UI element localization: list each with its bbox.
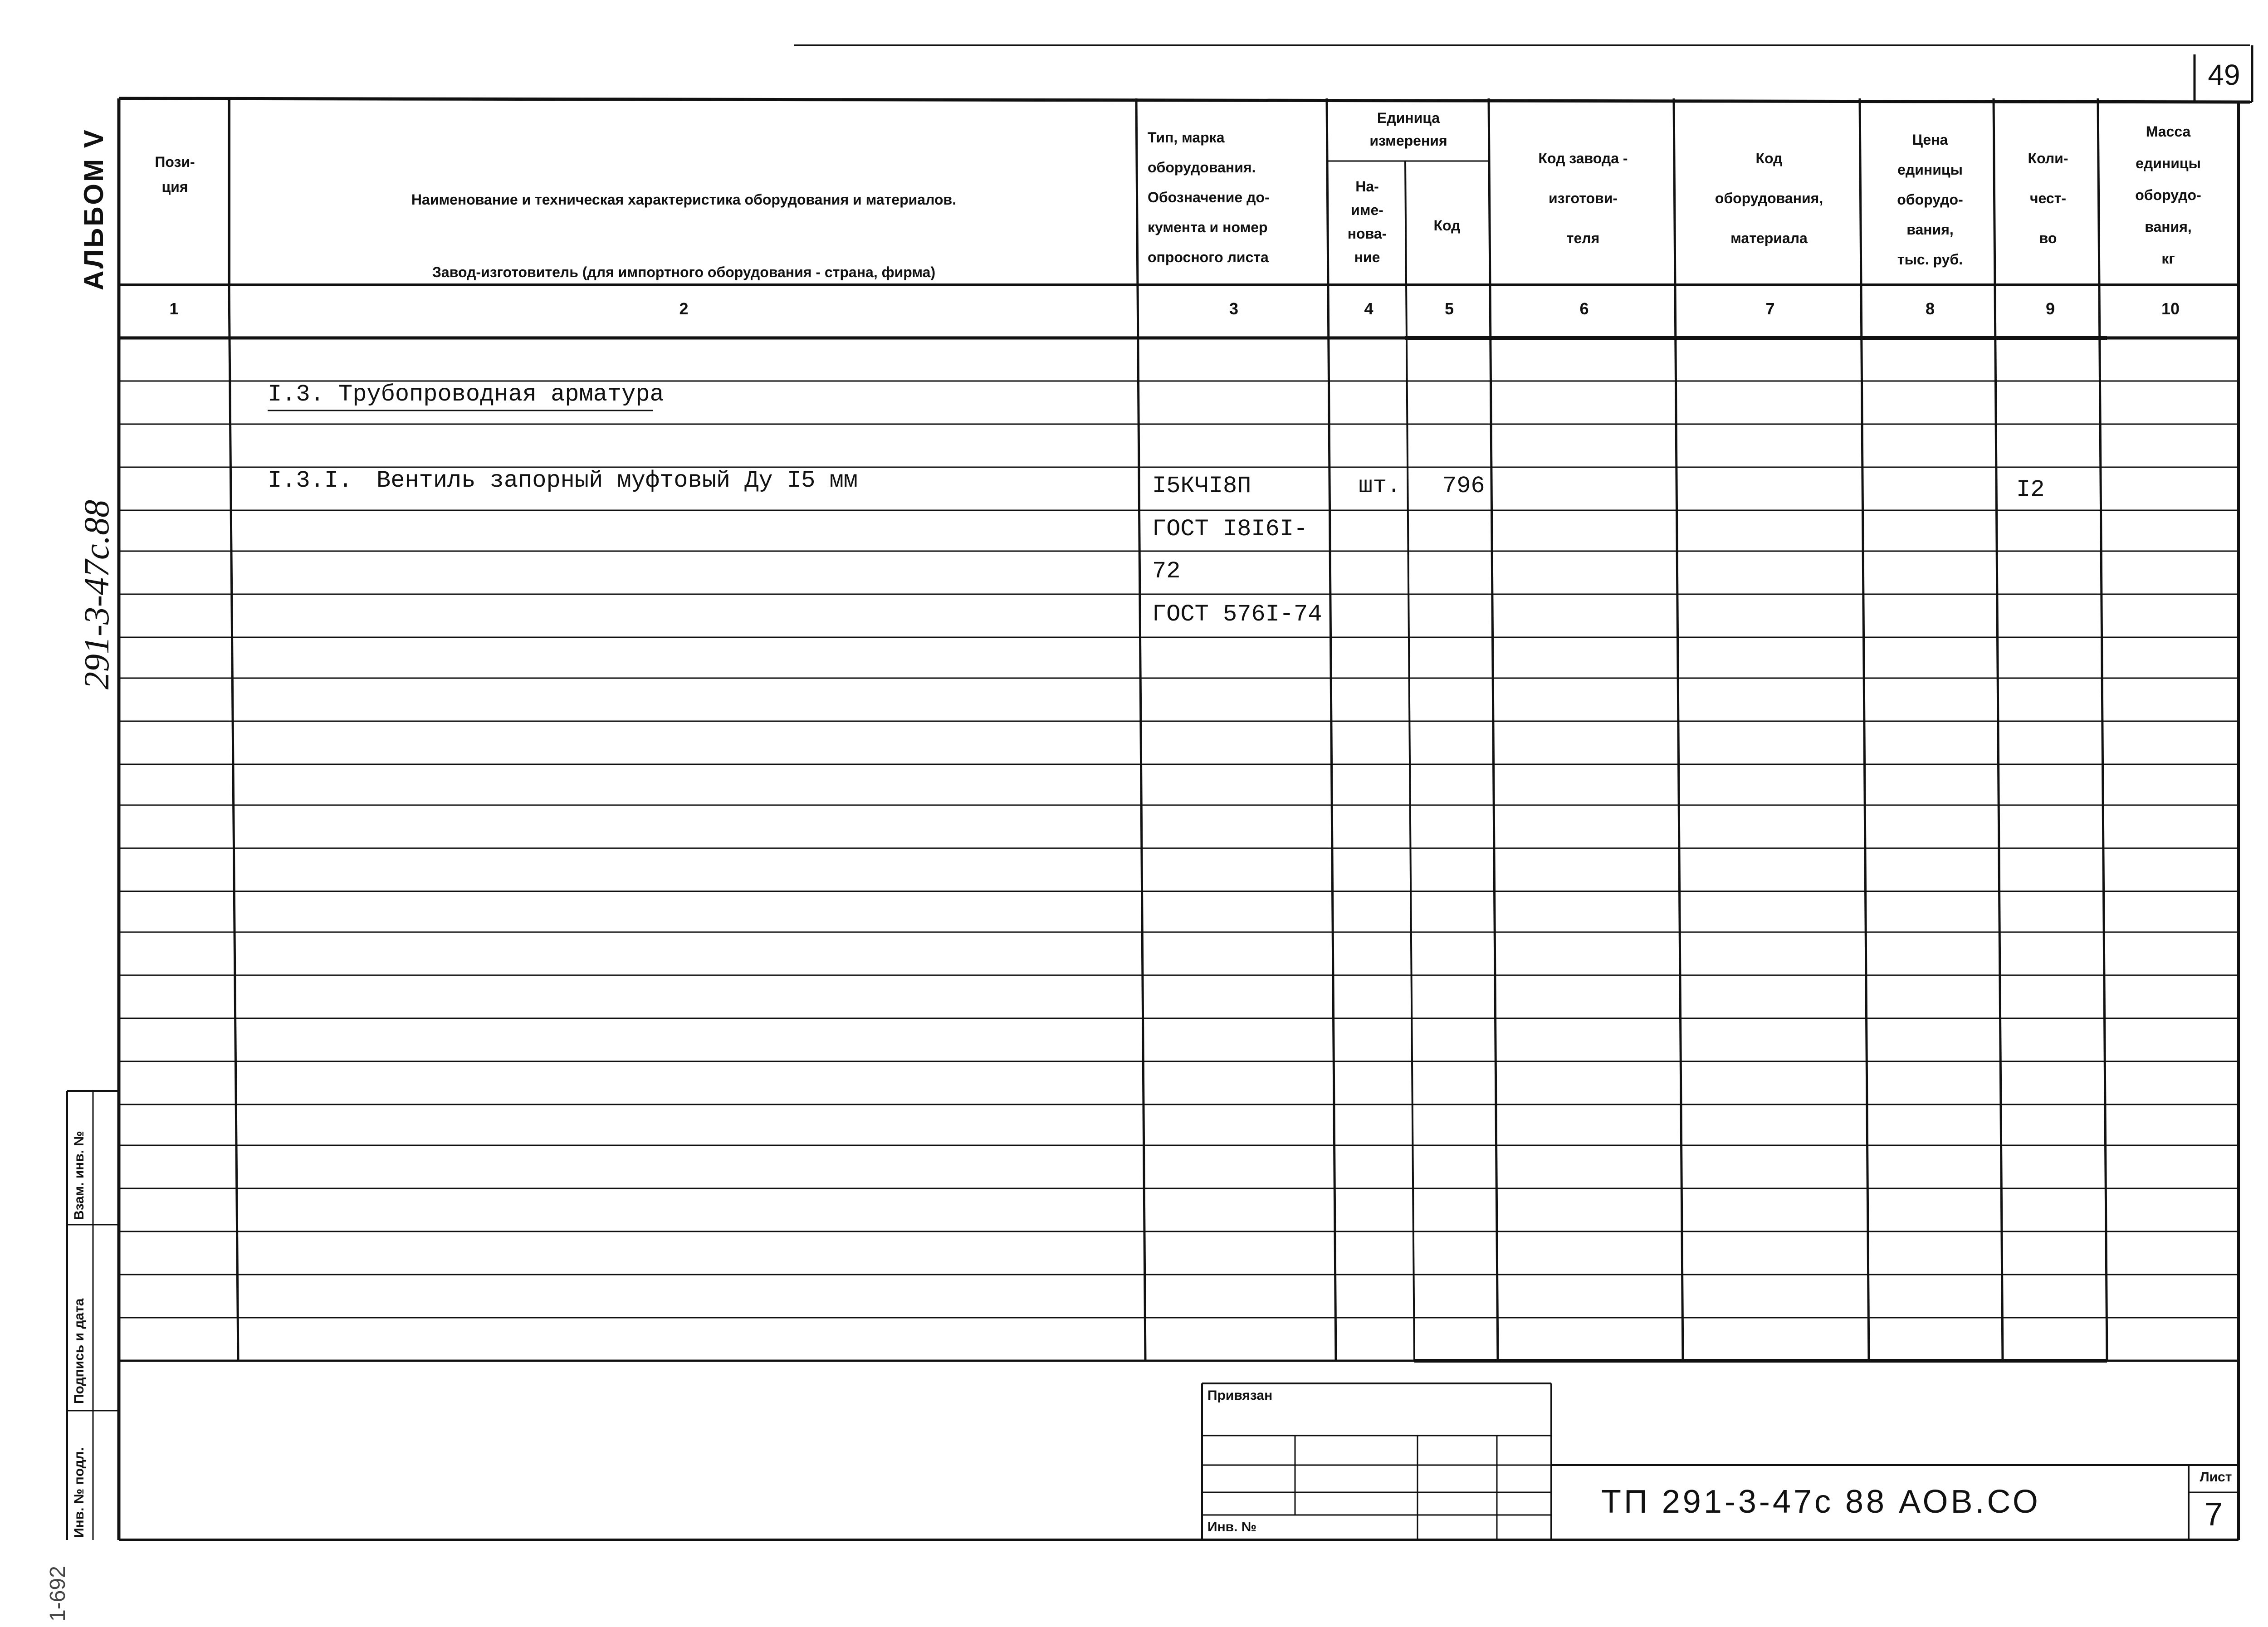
header-unit-name: На- име- нова- ние: [1347, 178, 1387, 265]
column-number: 9: [2045, 299, 2055, 318]
column-number: 8: [1925, 299, 1935, 318]
item-name: Вентиль запорный муфтовый Ду I5 мм: [376, 467, 858, 494]
column-number: 1: [169, 299, 179, 318]
bottom-left-code: 1-692: [46, 1566, 70, 1622]
margin-label-replacement: Взам. инв. №: [72, 1131, 87, 1220]
item-position: I.3.I.: [268, 467, 353, 494]
header-unit-group: Единица измерения: [1369, 110, 1447, 149]
margin-label-inventory: Инв. № подл.: [72, 1447, 87, 1538]
stamp-sheet-label: Лист: [2200, 1470, 2232, 1485]
item-type-line: ГОСТ 576I-74: [1152, 601, 1322, 628]
header-equipment-code: Код оборудования, материала: [1715, 150, 1823, 246]
item-type-line: I5КЧI8П: [1152, 473, 1251, 499]
column-number: 10: [2161, 299, 2180, 318]
section-title: I.3. Трубопроводная арматура: [268, 381, 664, 408]
stamp-doc-code: ТП 291-3-47с 88 АОВ.СО: [1601, 1484, 2041, 1520]
item-type-line: 72: [1152, 558, 1181, 585]
column-number: 2: [679, 299, 689, 318]
header-quantity: Коли- чест- во: [2028, 150, 2068, 246]
stamp-bound-label: Привязан: [1207, 1388, 1273, 1403]
header-plant-code: Код завода - изготови- теля: [1538, 150, 1628, 246]
column-number: 5: [1444, 299, 1454, 318]
item-unit-code: 796: [1442, 473, 1485, 499]
header-name-line2: Завод-изготовитель (для импортного оборудования - страна, фирма): [432, 264, 936, 280]
header-type: Тип, марка оборудования. Обозначение до- кумента и номер опросного листа: [1148, 129, 1270, 265]
album-label: АЛЬБОМ V: [78, 128, 109, 290]
stamp-inv-label: Инв. №: [1207, 1520, 1257, 1534]
column-number: 4: [1364, 299, 1374, 318]
side-doc-code: 291-3-47с.88: [77, 499, 116, 689]
header-name-line1: Наименование и техническая характеристика оборудования и материалов.: [411, 191, 957, 208]
item-quantity: I2: [2016, 476, 2045, 503]
header-price: Цена единицы оборудо- вания, тыс. руб.: [1897, 132, 1963, 268]
column-number: 6: [1579, 299, 1589, 318]
column-number: 7: [1765, 299, 1775, 318]
header-position: Пози- ция: [155, 154, 195, 195]
item-unit: шт.: [1359, 473, 1401, 499]
page-number: 49: [2208, 59, 2240, 91]
header-unit-code: Код: [1433, 217, 1461, 234]
column-number: 3: [1229, 299, 1239, 318]
margin-label-signature: Подпись и дата: [72, 1298, 87, 1404]
stamp-sheet-number: 7: [2204, 1496, 2223, 1533]
header-mass: Масса единицы оборудо- вания, кг: [2135, 123, 2201, 267]
item-type-line: ГОСТ I8I6I-: [1152, 516, 1308, 542]
